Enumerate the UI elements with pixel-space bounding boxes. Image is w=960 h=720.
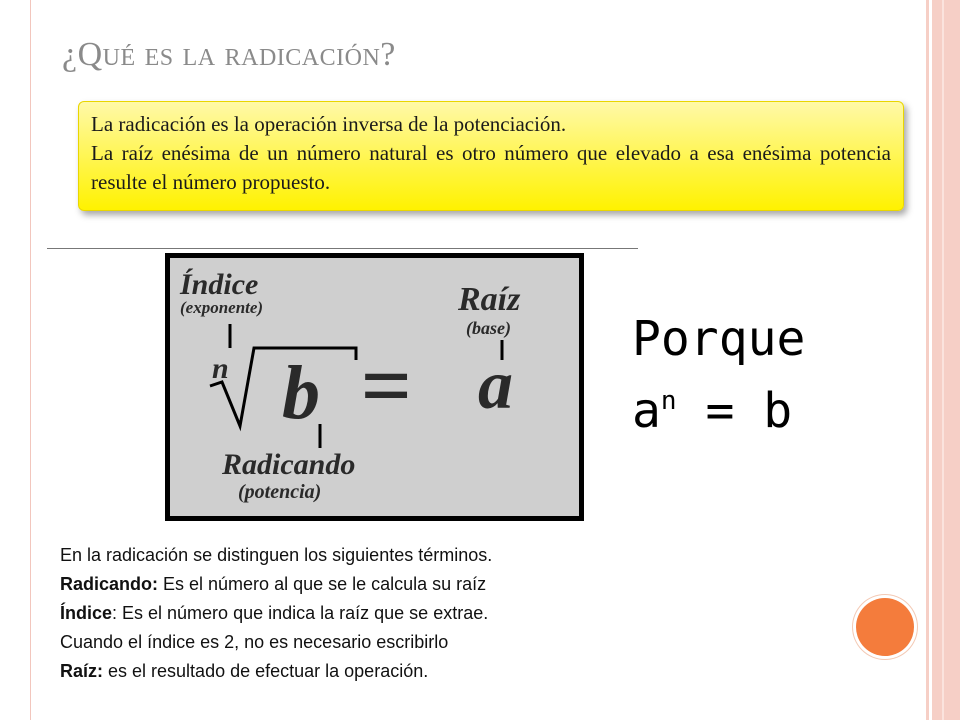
term-indice-definition: : Es el número que indica la raíz que se extrae. [112, 603, 489, 623]
root-symbol: a [478, 347, 513, 424]
porque-word: Porque [632, 311, 806, 367]
term-radicando-name: Radicando: [60, 574, 159, 594]
radicando-label: Radicando [222, 448, 356, 481]
terms-note: Cuando el índice es 2, no es necesario escribirlo [60, 632, 449, 652]
raiz-sublabel: (base) [466, 318, 511, 338]
porque-formula [632, 308, 805, 442]
equation-rest: = b [676, 383, 793, 439]
term-radicando [60, 570, 492, 599]
callout-line-2: La raíz enésima de un número natural es otro número que elevado a esa enésima potencia resulte el número propuesto. [91, 141, 891, 194]
slide-right-border [920, 0, 960, 720]
term-indice-name: Índice [60, 603, 113, 623]
term-raiz [60, 657, 492, 686]
decorative-orange-circle [856, 598, 914, 656]
definition-callout [78, 101, 904, 211]
slide-title: ¿Qué es la radicación? [62, 36, 396, 73]
term-indice [60, 599, 492, 628]
term-radicando-definition: Es el número al que se le calcula su raíz [158, 574, 487, 594]
callout-line-1: La radicación es la operación inversa de la potenciación. [91, 112, 567, 136]
raiz-label: Raíz [458, 281, 521, 318]
term-raiz-name: Raíz: [60, 661, 104, 681]
radical-diagram [165, 253, 584, 521]
equals-symbol: = [360, 337, 412, 436]
slide-left-border [0, 0, 40, 720]
term-raiz-definition: es el resultado de efectuar la operación. [103, 661, 429, 681]
terms-intro: En la radicación se distinguen los siguientes términos. [60, 545, 493, 565]
equation-base: a [632, 383, 661, 439]
equation-exponent: n [660, 386, 677, 416]
indice-label: Índice [180, 268, 259, 301]
indice-sublabel: (exponente) [180, 298, 264, 317]
terms-list [60, 541, 492, 686]
porque-equation [632, 370, 805, 442]
divider-line [47, 248, 638, 249]
index-symbol: n [212, 352, 229, 385]
radicando-sublabel: (potencia) [238, 481, 322, 503]
radicand-symbol: b [282, 351, 320, 435]
